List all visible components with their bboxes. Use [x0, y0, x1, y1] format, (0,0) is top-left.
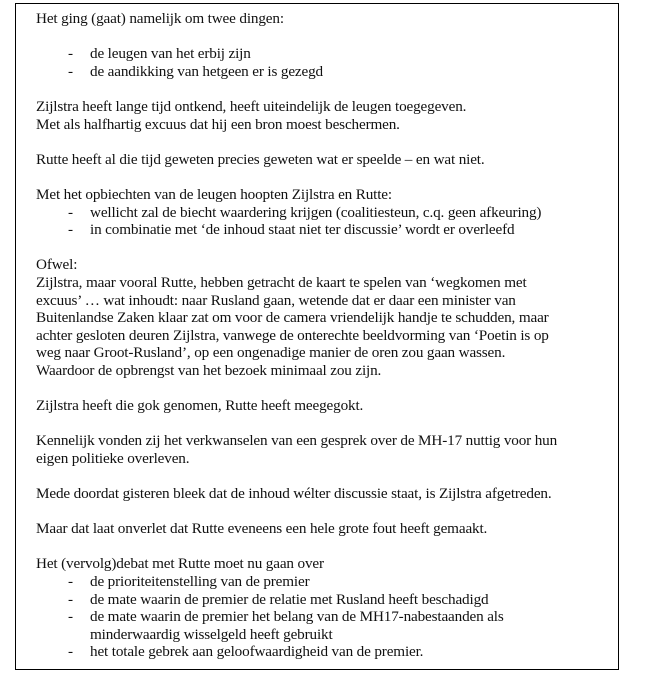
paragraph-6-line-2: eigen politieke overleven.	[36, 449, 190, 467]
dash-bullet: -	[68, 573, 73, 590]
paragraph-8: Maar dat laat onverlet dat Rutte eveneens een hele grote fout heeft gemaakt.	[36, 520, 488, 538]
hope-bullet-list	[36, 204, 626, 239]
dash-bullet: -	[68, 62, 73, 80]
paragraph-9: Het (vervolg)debat met Rutte moet nu gaan over	[36, 555, 324, 573]
intro-bullet-list	[36, 45, 626, 80]
paragraph-4-line: Buitenlandse Zaken klaar zat om voor de camera vriendelijk handje te schudden, maar	[36, 309, 549, 327]
paragraph-4-heading: Ofwel:	[36, 256, 78, 274]
paragraph-7: Mede doordat gisteren bleek dat de inhoud wélter discussie staat, is Zijlstra afgetreden.	[36, 485, 552, 503]
dash-bullet: -	[68, 45, 73, 63]
paragraph-6-line-1: Kennelijk vonden zij het verkwanselen van een gesprek over de MH-17 nuttig voor hun	[36, 432, 558, 450]
debate-bullet-list	[36, 573, 626, 661]
list-item: - wellicht zal de biecht waardering krijgen (coalitiesteun, c.q. geen afkeuring)	[68, 203, 542, 221]
list-item: - de aandikking van hetgeen er is gezegd	[68, 62, 323, 80]
intro-text: Het ging (gaat) namelijk om twee dingen:	[36, 10, 284, 27]
list-item: - de leugen van het erbij zijn	[68, 45, 251, 63]
paragraph-2: Rutte heeft al die tijd geweten precies geweten wat er speelde – en wat niet.	[36, 150, 485, 168]
paragraph-3: Met het opbiechten van de leugen hoopten Zijlstra en Rutte:	[36, 185, 392, 203]
paragraph-4-line: Zijlstra, maar vooral Rutte, hebben getracht de kaart te spelen van ‘wegkomen met	[36, 273, 527, 291]
document-body	[36, 10, 626, 661]
paragraph-1-line-2: Met als halfhartig excuus dat hij een bron moest beschermen.	[36, 115, 400, 133]
list-item: - de mate waarin de premier het belang van de MH17-nabestaanden als minderwaardig wisselgeld heeft gebruikt	[68, 608, 504, 643]
paragraph-4-line: weg naar Groot-Rusland’, op een ongenadige manier de oren zou gaan wassen.	[36, 344, 506, 362]
paragraph-4-line: excuus’ … wat inhoudt: naar Rusland gaan, wetende dat er daar een minister van	[36, 291, 516, 309]
dash-bullet: -	[68, 221, 73, 239]
list-item: - het totale gebrek aan geloofwaardigheid van de premier.	[68, 643, 424, 661]
list-item: - in combinatie met ‘de inhoud staat niet ter discussie’ wordt er overleefd	[68, 221, 515, 239]
dash-bullet: -	[68, 590, 73, 608]
dash-bullet: -	[68, 608, 73, 626]
paragraph-4-line: achter gesloten deuren Zijlstra, vanwege de onterechte beeldvorming van ‘Poetin is op	[36, 326, 549, 344]
list-item: - de prioriteitenstelling van de premier	[68, 573, 310, 590]
paragraph-1-line-1: Zijlstra heeft lange tijd ontkend, heeft uiteindelijk de leugen toegegeven.	[36, 97, 467, 115]
dash-bullet: -	[68, 643, 73, 661]
dash-bullet: -	[68, 203, 73, 221]
list-item: - de mate waarin de premier de relatie met Rusland heeft beschadigd	[68, 590, 489, 608]
paragraph-5: Zijlstra heeft die gok genomen, Rutte heeft meegegokt.	[36, 397, 364, 415]
paragraph-4-line: Waardoor de opbrengst van het bezoek minimaal zou zijn.	[36, 361, 382, 379]
